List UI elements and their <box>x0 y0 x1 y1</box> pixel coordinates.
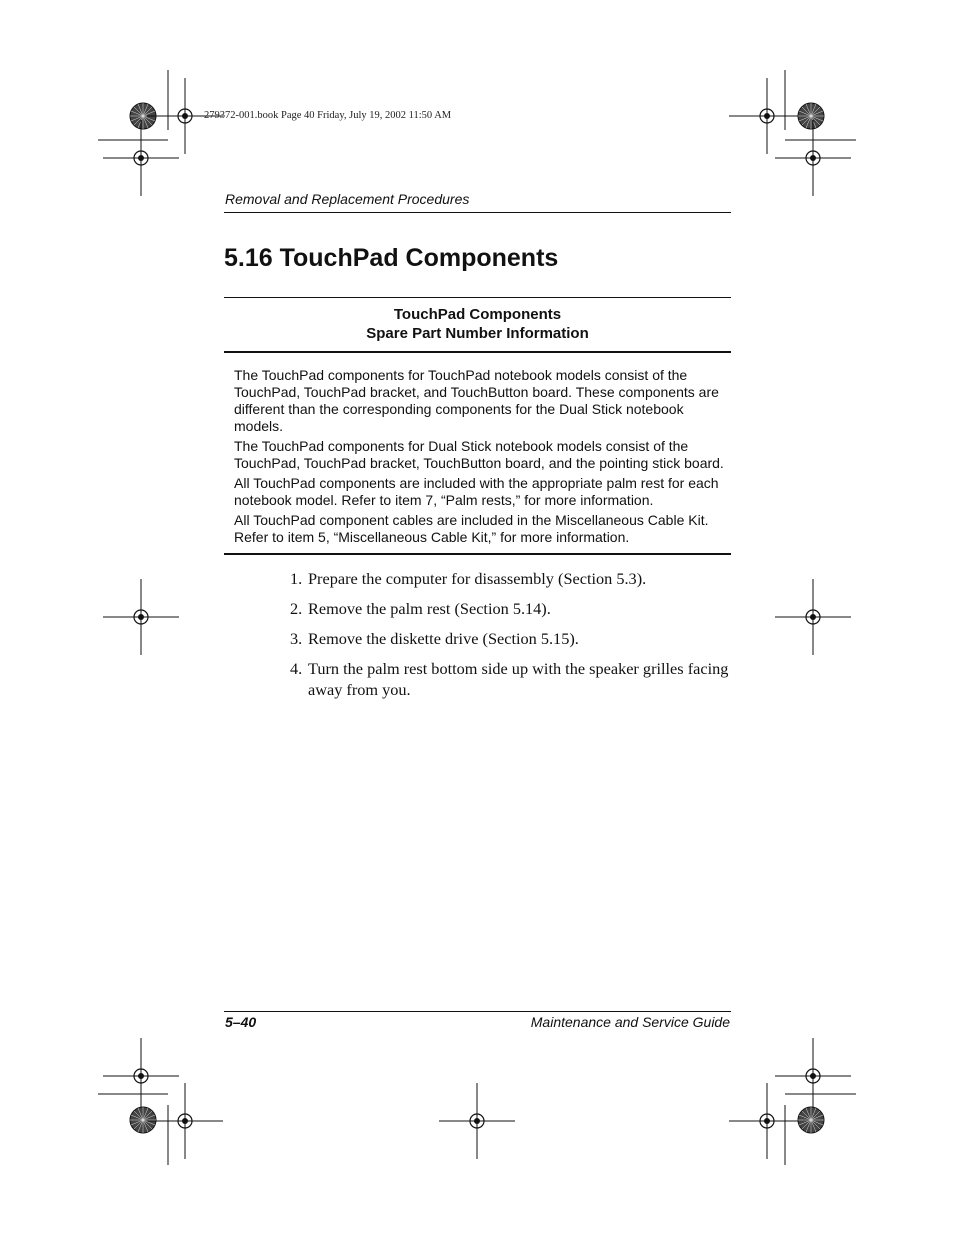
page-number: 5–40 <box>225 1014 257 1030</box>
registration-cross <box>439 1083 515 1159</box>
note-paragraph: The TouchPad components for Dual Stick notebook models consist of the TouchPad, TouchPad bracket, TouchButton board, and the pointing stick board. <box>234 438 724 471</box>
registration-cross <box>775 579 851 655</box>
note-body <box>234 367 726 549</box>
header-rule <box>224 212 731 213</box>
registration-cross <box>729 78 805 154</box>
note-paragraph: All TouchPad components are included with the appropriate palm rest for each notebook model. Refer to item 7, “Palm rests,” for more information. <box>234 475 719 508</box>
step-number: 2. <box>290 599 303 618</box>
note-bottom-rule <box>224 553 731 555</box>
note-heading-line1: TouchPad Components <box>393 306 562 323</box>
running-head: Removal and Replacement Procedures <box>225 191 470 207</box>
step-text: Remove the palm rest (Section 5.14). <box>308 599 551 618</box>
step-item <box>290 628 730 649</box>
footer-rule <box>224 1011 731 1012</box>
step-text: Remove the diskette drive (Section 5.15). <box>308 629 579 648</box>
section-title: 5.16 TouchPad Components <box>224 244 559 272</box>
registration-cross <box>103 579 179 655</box>
registration-cross <box>775 1038 851 1114</box>
step-item <box>290 598 730 619</box>
note-paragraph: The TouchPad components for TouchPad notebook models consist of the TouchPad, TouchPad bracket, and TouchButton board. These components are different than the corresponding components for the Dual Stick notebook models. <box>234 367 719 434</box>
registration-star-bottom-right <box>798 1107 824 1133</box>
step-number: 1. <box>290 569 303 588</box>
print-slug: 279372-001.book Page 40 Friday, July 19, 2002 11:50 AM <box>204 110 452 121</box>
note-heading <box>224 305 731 343</box>
registration-cross <box>775 120 851 196</box>
guide-title: Maintenance and Service Guide <box>530 1014 730 1030</box>
registration-star-top-right <box>798 103 824 129</box>
step-number: 4. <box>290 659 303 678</box>
procedure-steps <box>290 568 730 709</box>
note-top-rule <box>224 297 731 298</box>
step-text: Prepare the computer for disassembly (Section 5.3). <box>308 569 647 588</box>
step-number: 3. <box>290 629 303 648</box>
note-paragraph: All TouchPad component cables are included in the Miscellaneous Cable Kit. Refer to item 5, “Miscellaneous Cable Kit,” for more information. <box>234 512 709 545</box>
step-item <box>290 568 730 589</box>
step-item <box>290 658 730 700</box>
registration-star-bottom-left <box>130 1107 156 1133</box>
note-heading-rule <box>224 351 731 353</box>
registration-cross <box>103 120 179 196</box>
note-heading-line2: Spare Part Number Information <box>366 325 589 342</box>
registration-cross <box>103 1038 179 1114</box>
step-text: Turn the palm rest bottom side up with the speaker grilles facing away from you. <box>308 659 729 699</box>
